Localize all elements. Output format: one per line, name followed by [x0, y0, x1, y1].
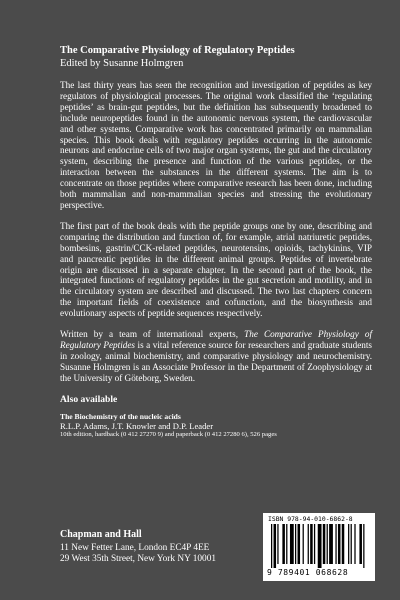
publisher-block: [60, 529, 260, 565]
cover-text: [60, 44, 372, 440]
barcode-bar: [303, 524, 304, 564]
barcode-box: [263, 513, 375, 581]
barcode-number: 9 789401 068628: [267, 568, 349, 577]
barcode-bar: [323, 524, 326, 564]
description-paragraph-3: [60, 329, 372, 384]
publisher-address-london: 11 New Fetter Lane, London EC4P 4EE: [60, 543, 210, 553]
description-paragraph-2: The first part of the book deals with the peptide groups one by one, describing and comparing the distribution and function of, for example, atrial natriuretic peptides, bombesins, gastrin/CCK-related peptides, neurotensins, opioids, tachykinins, VIP and pancreatic peptides in the different animal groups. Peptides of invertebrate origin are discussed in a separate chapter. In the second part of the book, the integrated functions of regulatory peptides in the gut secretion and motility, and in the circulatory system are described and discussed. The two last chapters concern the important fields of coexistence and cofunction, and the biosynthesis and evolutionary aspects of peptide sequences respectively.: [60, 220, 372, 319]
barcode-bar: [354, 524, 355, 564]
description-paragraph-1: The last thirty years has seen the recognition and investigation of peptides as key regulators of physiological processes. The original work classified the ‘regulating peptides’ as brain-gut peptides, but the definition has subsequently broadened to include neuropeptides found in the autonomic nervous system, the cardiovascular and other systems. Comparative work has concentrated primarily on mammalian species. This book deals with regulatory peptides occurring in the autonomic neurons and endocrine cells of two major organ systems, the gut and the circulatory system, describing the presence and function of the various peptides, or the interaction between the substances in the different systems. The aim is to concentrate on those peptides where comparative research has been done, including both mammalian and non-mammalian species and stressing the evolutionary perspective.: [60, 80, 372, 210]
publisher-address-newyork: 29 West 35th Street, New York NY 10001: [60, 554, 217, 564]
barcode-bar: [282, 524, 285, 564]
publisher-name: Chapman and Hall: [60, 529, 142, 540]
barcode-bar: [359, 524, 362, 564]
isbn-label: ISBN 978-94-010-6862-8: [268, 515, 353, 523]
also-available-section: [60, 394, 372, 440]
barcode-bar: [351, 524, 352, 564]
book-editor: Edited by Susanne Holmgren: [60, 58, 184, 69]
barcode-bar: [277, 524, 278, 564]
barcode-bar: [329, 524, 333, 564]
barcode-bar: [318, 524, 322, 568]
barcode-bar: [286, 524, 287, 564]
barcode-bar: [342, 524, 345, 564]
barcode-bar: [335, 524, 336, 564]
book-title: The Comparative Physiology of Regulatory Peptides: [60, 45, 295, 56]
barcode-bar: [308, 524, 309, 564]
para3-intro: Written by a team of international experts,: [60, 329, 245, 340]
barcode-bar: [363, 524, 364, 568]
related-book-title: The Biochemistry of the nucleic acids: [60, 411, 181, 421]
related-book-edition: 10th edition, hardback (0 412 27270 9) and paperback (0 412 27280 6), 526 pages: [60, 430, 277, 438]
para3-book-title: The Comparative Physiology of Regulatory Peptides: [60, 329, 372, 350]
para3-rest: is a vital reference source for researchers and graduate students in zoology, animal biochemistry, and comparative physiology and neurochemistry. Susanne Holmgren is an Associate Professor in the Department of Zoophysiology at the University of Göteborg, Sweden.: [60, 339, 372, 383]
related-book-authors: R.L.P. Adams, J.T. Knowler and D.P. Leader: [60, 420, 214, 431]
barcode-bar: [271, 524, 272, 568]
barcode-bar: [298, 524, 301, 564]
barcode-icon: [269, 524, 369, 568]
barcode-bar: [338, 524, 341, 564]
barcode-bar: [290, 524, 294, 564]
barcode-bar: [327, 524, 328, 564]
also-available-heading: Also available: [60, 393, 118, 405]
barcode-bar: [314, 524, 315, 564]
barcode-bar: [310, 524, 313, 564]
barcode-bar: [348, 524, 349, 564]
barcode-bar: [274, 524, 277, 568]
barcode-bar: [295, 524, 296, 564]
